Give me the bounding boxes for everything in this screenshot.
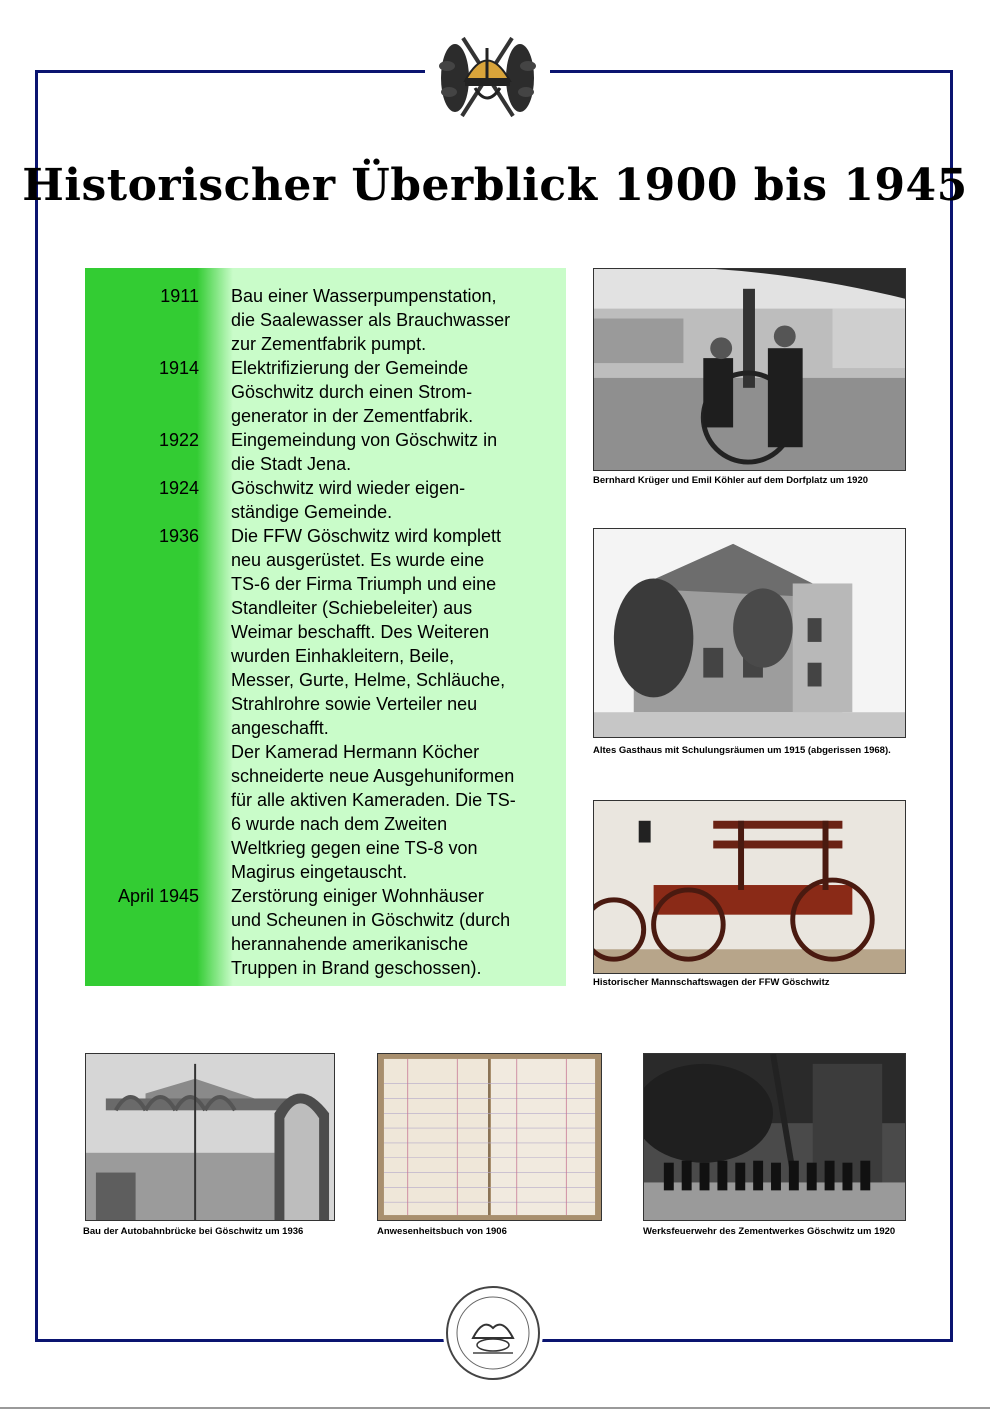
timeline-year: 1922 (158, 430, 199, 450)
photo-caption: Altes Gasthaus mit Schulungsräumen um 1915 (abgerissen 1968). (593, 745, 891, 756)
timeline-year: 1911 (160, 286, 199, 306)
timeline-text: Göschwitz wird wieder eigen- ständige Gemeinde. (231, 478, 466, 522)
photo-autobahn-bridge (85, 1053, 335, 1221)
timeline-panel (85, 268, 566, 986)
photo-fire-wagon (593, 800, 906, 974)
photo-village-square (593, 268, 906, 471)
page-title: Historischer Überblick 1900 bis 1945 (22, 160, 968, 211)
photo-caption: Werksfeuerwehr des Zementwerkes Göschwitz um 1920 (643, 1226, 896, 1237)
photo-old-inn (593, 528, 906, 738)
timeline-text: Bau einer Wasserpumpenstation, die Saalewasser als Brauchwasser zur Zementfabrik pumpt. (231, 286, 511, 354)
timeline-text: Die FFW Göschwitz wird komplett neu ausgerüstet. Es wurde eine TS-6 der Firma Triumph und eine Standleiter (Schiebeleiter) aus Weimar beschafft. Des Weiteren wurden Einhakleitern, Beile, Messer, Gurte, Helme, Schläuche, Strahlrohre sowie Verteiler neu angeschafft. Der Kamerad Hermann Köcher schneiderte neue Ausgehuniformen für alle aktiven Kameraden. Die TS- 6 wurde nach dem Zweiten Weltkrieg gegen eine TS-8 von Magirus eingetauscht. (231, 526, 516, 882)
timeline-year: 1936 (158, 526, 199, 546)
firefighter-helmet-wreath-icon (425, 26, 550, 126)
timeline-text: Elektrifizierung der Gemeinde Göschwitz durch einen Strom- generator in der Zementfabrik. (231, 358, 474, 426)
photo-works-fire-brigade (643, 1053, 906, 1221)
bottom-rule (0, 1407, 990, 1409)
timeline-text: Eingemeindung von Göschwitz in die Stadt Jena. (231, 430, 498, 474)
timeline-year: April 1945 (117, 886, 199, 906)
timeline-year: 1924 (158, 478, 199, 498)
photo-caption: Historischer Mannschaftswagen der FFW Göschwitz (593, 977, 830, 988)
timeline-year: 1914 (158, 358, 199, 378)
photo-attendance-book (377, 1053, 602, 1221)
photo-caption: Bau der Autobahnbrücke bei Göschwitz um 1936 (83, 1226, 304, 1237)
timeline-text: Zerstörung einiger Wohnhäuser und Scheunen in Göschwitz (durch herannahende amerikanische Truppen in Brand geschossen). (231, 886, 511, 978)
community-seal-stamp-icon (443, 1283, 543, 1383)
photo-caption: Bernhard Krüger und Emil Köhler auf dem Dorfplatz um 1920 (593, 475, 869, 486)
photo-caption: Anwesenheitsbuch von 1906 (377, 1226, 507, 1237)
